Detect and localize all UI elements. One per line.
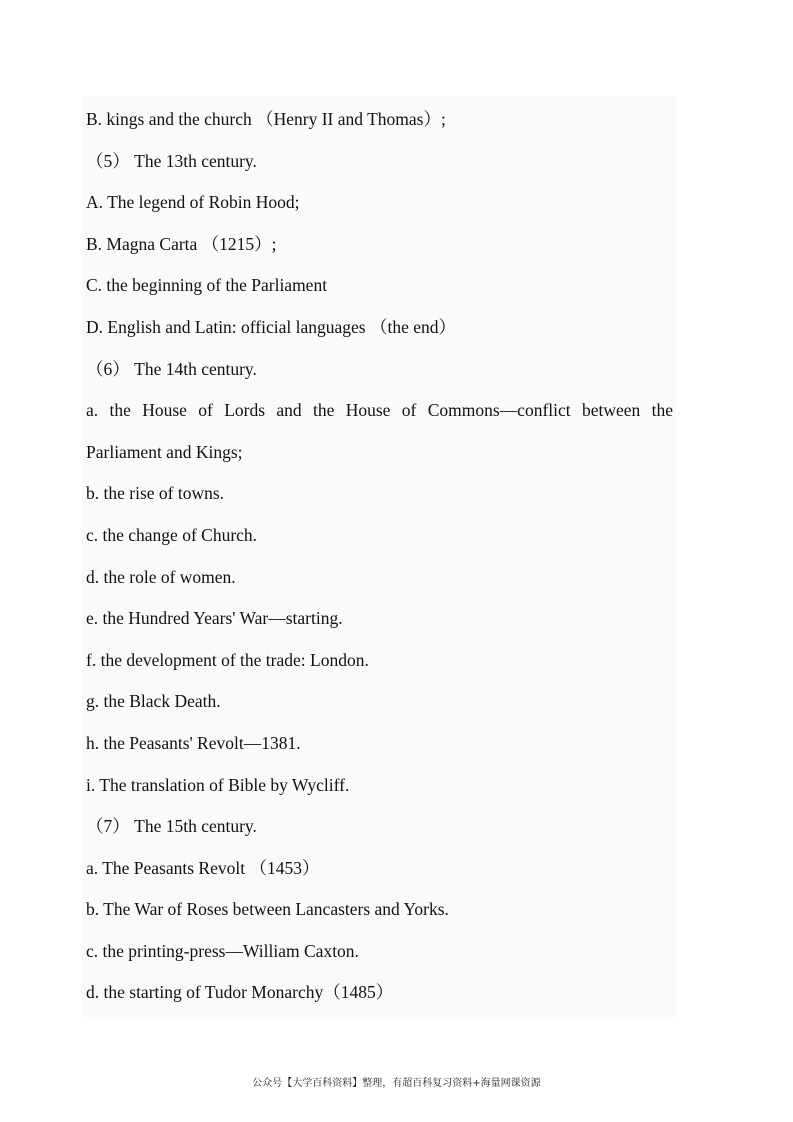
document-body <box>86 99 673 1014</box>
section-heading: （6） The 14th century. <box>86 358 257 379</box>
text-line: d. the role of women. <box>86 566 236 587</box>
page-footer: 公众号【大学百科资料】整理，有超百科复习资料+海量网课资源 <box>252 1078 541 1089</box>
text-line: i. The translation of Bible by Wycliff. <box>86 774 350 795</box>
text-line: b. the rise of towns. <box>86 483 225 504</box>
text-line: B. kings and the church （Henry II and Thomas）; <box>86 109 446 129</box>
text-line: b. The War of Roses between Lancasters and Yorks. <box>86 899 449 920</box>
text-line: c. the change of Church. <box>86 524 258 545</box>
text-line: d. the starting of Tudor Monarchy（1485） <box>86 982 394 1003</box>
text-line: B. Magna Carta （1215）; <box>86 233 277 254</box>
section-heading: （5） The 13th century. <box>86 150 257 171</box>
text-line: h. the Peasants' Revolt—1381. <box>86 732 301 753</box>
text-line: c. the printing-press—William Caxton. <box>86 940 359 961</box>
text-line: A. The legend of Robin Hood; <box>86 192 300 213</box>
text-line: e. the Hundred Years' War—starting. <box>86 608 343 629</box>
text-line: D. English and Latin: official languages （the end） <box>86 316 457 337</box>
text-line: f. the development of the trade: London. <box>86 649 369 670</box>
text-line: C. the beginning of the Parliament <box>86 275 328 296</box>
text-line: a. the House of Lords and the House of Commons—conflict between the Parliament and Kings; <box>86 400 673 462</box>
text-line: a. The Peasants Revolt （1453） <box>86 857 320 878</box>
text-line: g. the Black Death. <box>86 691 221 712</box>
section-heading: （7） The 15th century. <box>86 816 257 837</box>
